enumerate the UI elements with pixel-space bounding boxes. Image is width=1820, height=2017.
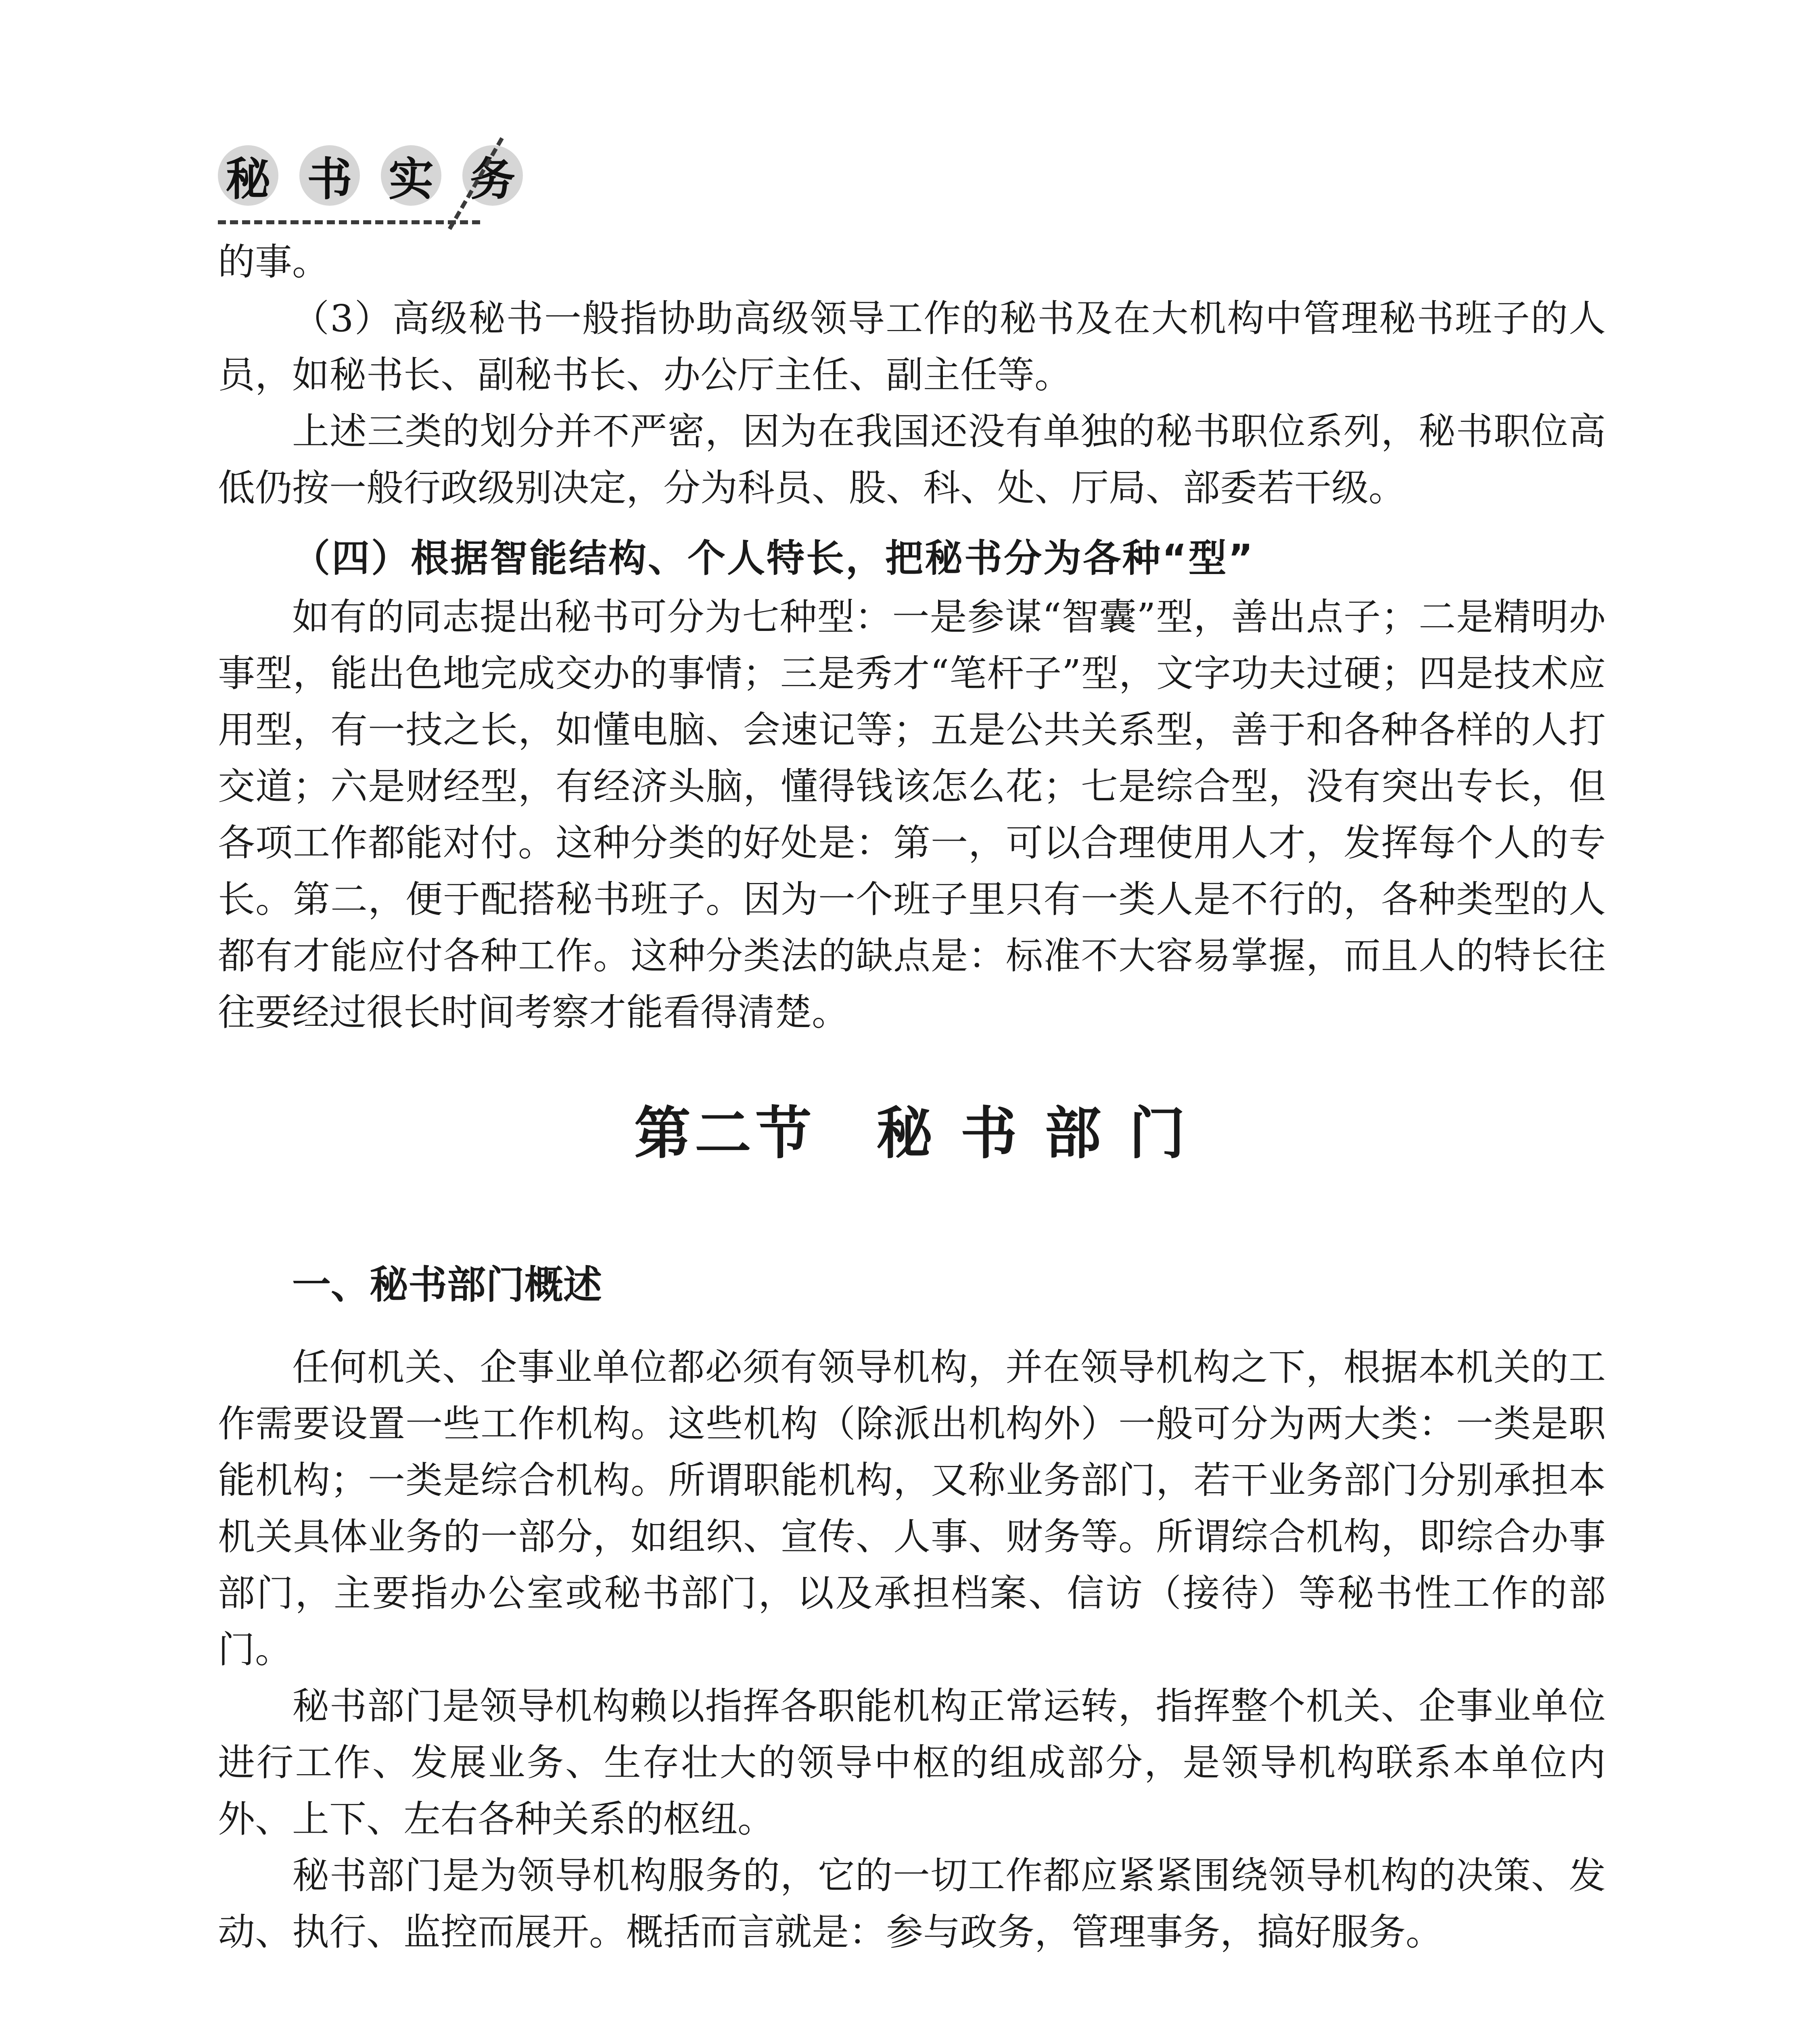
paragraph: 任何机关、企事业单位都必须有领导机构，并在领导机构之下，根据本机关的工作需要设置一些工作机构。这些机构（除派出机构外）一般可分为两大类：一类是职能机构；一类是综合机构。所谓职能机构，又称业务部门，若干业务部门分别承担本机关具体业务的一部分，如组织、宣传、人事、财务等。所谓综合机构，即综合办事部门，主要指办公室或秘书部门，以及承担档案、信访（接待）等秘书性工作的部门。 — [218, 1346, 1606, 1671]
section-title: 第二节 秘 书 部 门 — [634, 1100, 1190, 1167]
paragraph: 如有的同志提出秘书可分为七种型：一是参谋“智囊”型，善出点子；二是精明办事型，能出色地完成交办的事情；三是秀才“笔杆子”型，文字功夫过硬；四是技术应用型，有一技之长，如懂电脑、会速记等；五是公共关系型，善于和各种各样的人打交道；六是财经型，有经济头脑，懂得钱该怎么花；七是综合型，没有突出专长，但各项工作都能对付。这种分类的好处是：第一，可以合理使用人才，发挥每个人的专长。第二，便于配搭秘书班子。因为一个班子里只有一类人是不行的，各种类型的人都有才能应付各种工作。这种分类法的缺点是：标准不大容易掌握，而且人的特长往往要经过很长时间考察才能看得清楚。 — [218, 595, 1606, 1034]
heading-level-2: 一、秘书部门概述 — [292, 1262, 602, 1307]
paragraph: 的事。 — [218, 240, 330, 284]
page-body — [218, 234, 1606, 2017]
header-title — [218, 145, 523, 206]
header-char: 务 — [462, 145, 523, 206]
paragraph: 上述三类的划分并不严密，因为在我国还没有单独的秘书职位系列，秘书职位高低仍按一般行政级别决定，分为科员、股、科、处、厅局、部委若干级。 — [218, 410, 1606, 509]
header-char: 书 — [299, 145, 360, 206]
running-header — [218, 129, 581, 234]
header-char: 实 — [381, 145, 441, 206]
subheading: （四）根据智能结构、个人特长，把秘书分为各种“型” — [292, 537, 1255, 580]
heading-level-2 — [292, 2009, 1606, 2017]
header-char: 秘 — [218, 145, 278, 206]
paragraph: （3）高级秘书一般指协助高级领导工作的秘书及在大机构中管理秘书班子的人员，如秘书长、副秘书长、办公厅主任、副主任等。 — [218, 297, 1606, 397]
paragraph: 秘书部门是为领导机构服务的，它的一切工作都应紧紧围绕领导机构的决策、发动、执行、监控而展开。概括而言就是：参与政务，管理事务，搞好服务。 — [218, 1854, 1606, 1954]
header-dashed-rule — [218, 220, 480, 224]
paragraph: 秘书部门是领导机构赖以指挥各职能机构正常运转，指挥整个机关、企事业单位进行工作、发展业务、生存壮大的领导中枢的组成部分，是领导机构联系本单位内外、上下、左右各种关系的枢纽。 — [218, 1685, 1606, 1841]
